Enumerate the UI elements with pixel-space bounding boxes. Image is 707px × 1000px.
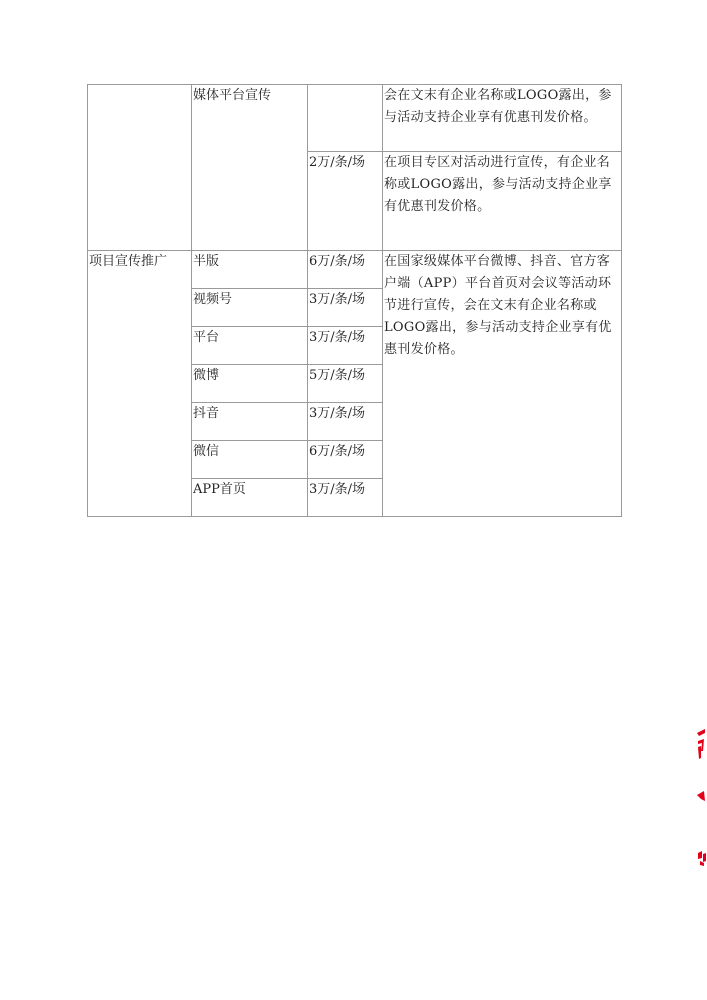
item-name-cell: 微信 bbox=[192, 441, 308, 479]
category-cell bbox=[88, 85, 192, 251]
price-cell: 3万/条/场 bbox=[308, 289, 383, 327]
price-cell: 6万/条/场 bbox=[308, 441, 383, 479]
item-name-cell: 视频号 bbox=[192, 289, 308, 327]
item-name-cell: 平台 bbox=[192, 327, 308, 365]
item-name-cell: 半版 bbox=[192, 251, 308, 289]
table-row bbox=[88, 251, 622, 289]
price-cell: 2万/条/场 bbox=[308, 152, 383, 251]
pricing-table bbox=[87, 84, 622, 517]
price-cell: 3万/条/场 bbox=[308, 327, 383, 365]
description-cell: 在项目专区对活动进行宣传，有企业名称或LOGO露出，参与活动支持企业享有优惠刊发价格。 bbox=[383, 152, 622, 251]
price-cell: 3万/条/场 bbox=[308, 479, 383, 517]
item-name-cell: 抖音 bbox=[192, 403, 308, 441]
description-cell: 会在文末有企业名称或LOGO露出，参与活动支持企业享有优惠刊发价格。 bbox=[383, 85, 622, 152]
channel-cell: 媒体平台宣传 bbox=[192, 85, 308, 251]
category-cell: 项目宣传推广 bbox=[88, 251, 192, 517]
price-cell bbox=[308, 85, 383, 152]
seal-fragment-graphic bbox=[695, 725, 707, 875]
price-cell: 6万/条/场 bbox=[308, 251, 383, 289]
price-cell: 5万/条/场 bbox=[308, 365, 383, 403]
item-name-cell: APP首页 bbox=[192, 479, 308, 517]
price-cell: 3万/条/场 bbox=[308, 403, 383, 441]
description-cell: 在国家级媒体平台微博、抖音、官方客户端（APP）平台首页对会议等活动环节进行宣传，会在文末有企业名称或LOGO露出，参与活动支持企业享有优惠刊发价格。 bbox=[383, 251, 622, 517]
item-name-cell: 微博 bbox=[192, 365, 308, 403]
table-row bbox=[88, 85, 622, 152]
